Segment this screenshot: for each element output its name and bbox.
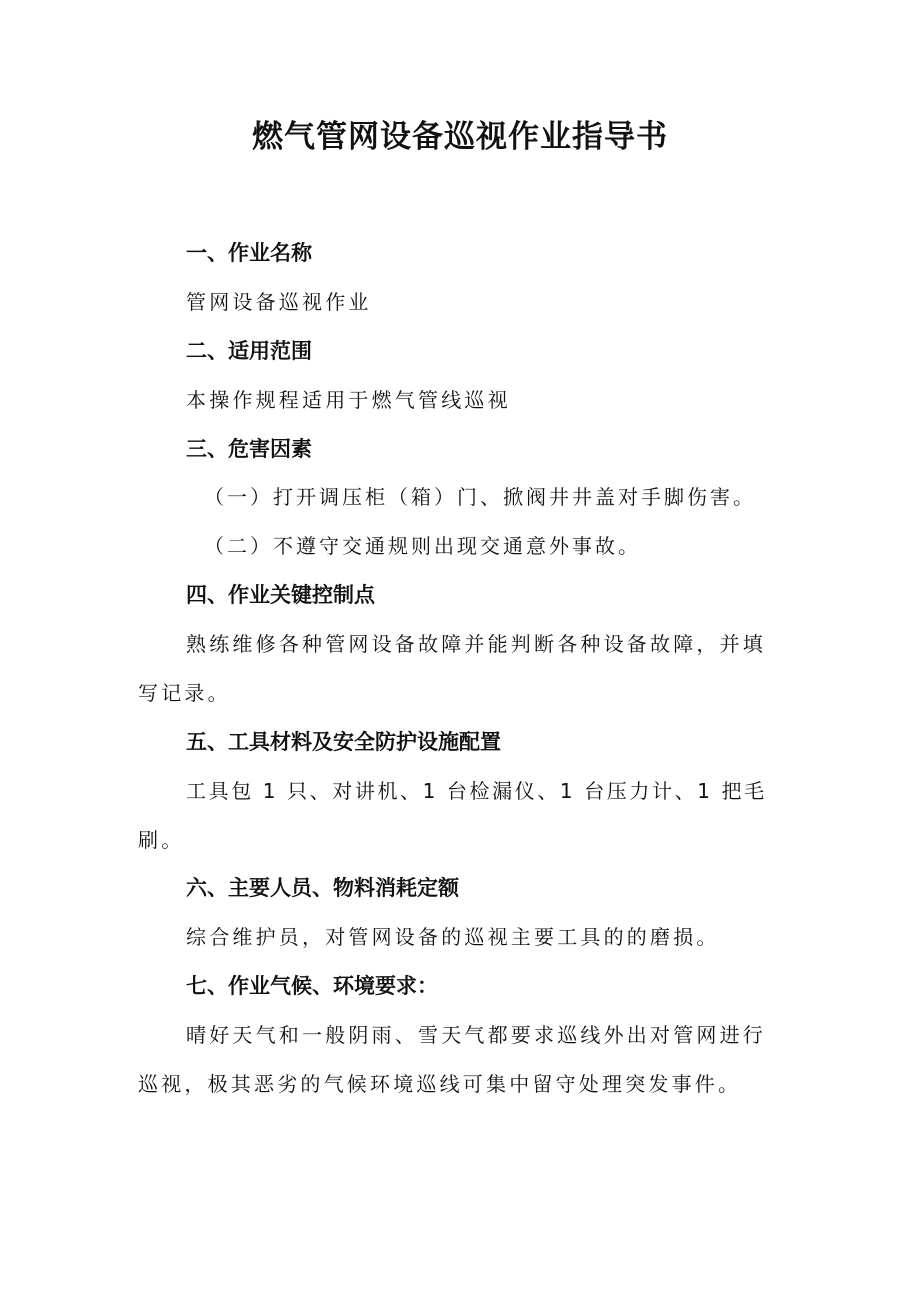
section-heading-hazards: 三、危害因素 bbox=[186, 437, 312, 461]
section-text-control-points-line2: 写记录。 bbox=[138, 681, 231, 705]
section-text-tools-line1: 工具包 1 只、对讲机、1 台检漏仪、1 台压力计、1 把毛 bbox=[186, 779, 767, 803]
section-text-personnel: 综合维护员，对管网设备的巡视主要工具的的磨损。 bbox=[186, 925, 720, 949]
section-text-work-name: 管网设备巡视作业 bbox=[186, 290, 372, 314]
section-heading-scope: 二、适用范围 bbox=[186, 339, 312, 363]
section-heading-environment: 七、作业气候、环境要求： bbox=[186, 974, 438, 998]
section-heading-personnel: 六、主要人员、物料消耗定额 bbox=[186, 876, 459, 900]
section-heading-work-name: 一、作业名称 bbox=[186, 241, 312, 265]
section-heading-tools: 五、工具材料及安全防护设施配置 bbox=[186, 730, 501, 754]
hazard-item-2: （二）不遵守交通规则出现交通意外事故。 bbox=[204, 534, 641, 558]
hazard-item-1: （一）打开调压柜（箱）门、掀阀井井盖对手脚伤害。 bbox=[204, 485, 756, 509]
section-text-control-points-line1: 熟练维修各种管网设备故障并能判断各种设备故障，并填 bbox=[186, 632, 766, 656]
document-title: 燃气管网设备巡视作业指导书 bbox=[252, 119, 668, 155]
section-text-environment-line2: 巡视，极其恶劣的气候环境巡线可集中留守处理突发事件。 bbox=[138, 1072, 742, 1096]
section-text-tools-line2: 刷。 bbox=[138, 828, 185, 852]
section-text-scope: 本操作规程适用于燃气管线巡视 bbox=[186, 388, 511, 412]
section-heading-control-points: 四、作业关键控制点 bbox=[186, 583, 375, 607]
section-text-environment-line1: 晴好天气和一般阴雨、雪天气都要求巡线外出对管网进行 bbox=[186, 1023, 766, 1047]
